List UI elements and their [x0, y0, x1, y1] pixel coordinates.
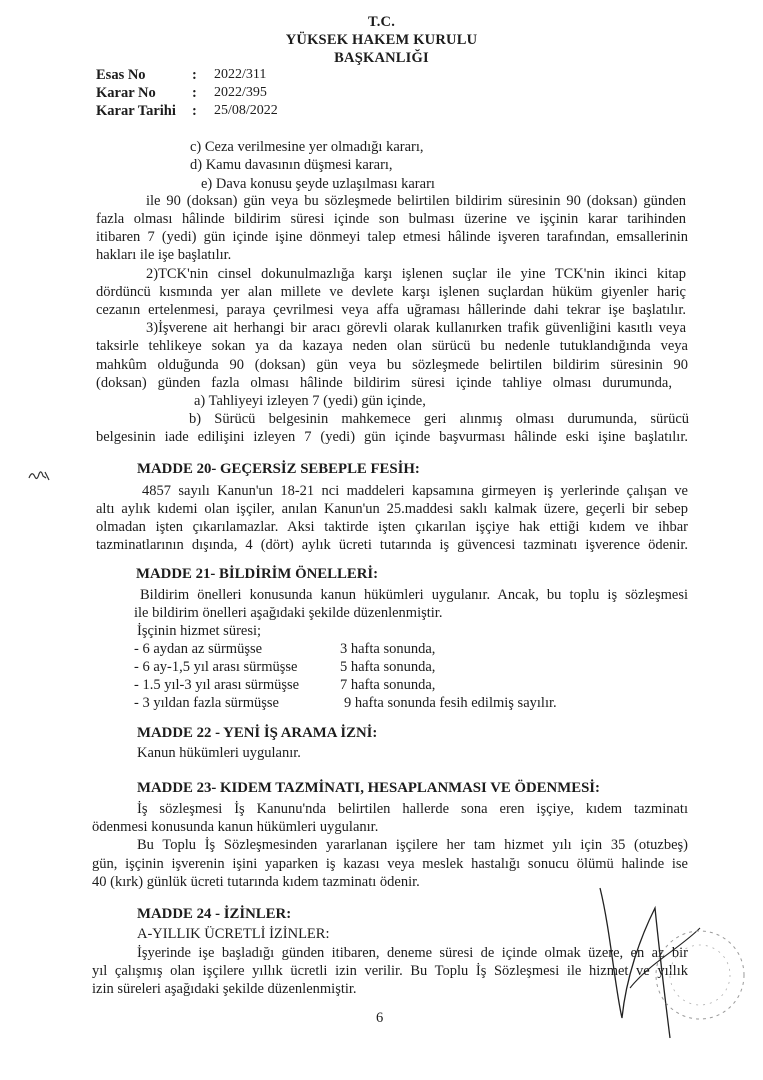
notice-period-condition: - 6 ay-1,5 yıl arası sürmüşse [134, 659, 298, 675]
madde-20-line: altı aylık kıdemi olan işçiler, anılan Kanun'un 25.maddesi saklı kalmak üzere, geçerli bir sebep [96, 501, 688, 517]
separator: : [192, 67, 197, 83]
faint-official-stamp [640, 920, 760, 1030]
page-number: 6 [376, 1010, 384, 1026]
body-line: a) Tahliyeyi izleyen 7 (yedi) gün içinde, [194, 393, 426, 409]
madde-23-heading: MADDE 23- KIDEM TAZMİNATI, HESAPLANMASI VE ÖDENMESİ: [137, 780, 600, 796]
body-line: ile 90 (doksan) gün veya bu sözleşmede belirtilen bildirim süresinin 90 (doksan) günden [146, 193, 686, 209]
esas-value: 2022/311 [214, 67, 267, 82]
body-line: taksirle tehlikeye sokan ya da kazaya neden olan sürücü bu nedenle tutuklandığında veya [96, 338, 688, 354]
madde-24-subheading: A-YILLIK ÜCRETLİ İZİNLER: [137, 926, 330, 942]
madde-23-line: gün, işçinin işverenin işini yaparken iş kazası veya meslek hastalığı sonucu ölümü halinde ise [92, 856, 688, 872]
notice-period-condition: - 6 aydan az sürmüşse [134, 641, 263, 657]
madde-22-line: Kanun hükümleri uygulanır. [137, 745, 301, 761]
body-line: 2)TCK'nin cinsel dokunulmazlığa karşı işlenen suçlar ile yine TCK'nin ikinci kitap [146, 266, 686, 282]
karar-value: 2022/395 [214, 85, 267, 100]
body-line: fazla olması hâlinde bildirim süresi içinde son bulması üzerine ve işçinin karar tarihinden [96, 211, 686, 227]
madde-21-line: İşçinin hizmet süresi; [137, 623, 262, 639]
tarih-row [96, 102, 278, 120]
body-line: mahkûm olduğunda 90 (doksan) gün veya bu sözleşmede belirtilen bildirim süresinin 90 [96, 357, 688, 373]
header-institution: YÜKSEK HAKEM KURULU [285, 32, 478, 48]
header-presidency: BAŞKANLIĞI [334, 50, 429, 66]
case-metadata [96, 66, 278, 120]
body-line: b) Sürücü belgesinin mahkemece geri alınmış olması durumunda, sürücü [189, 411, 689, 427]
karar-row [96, 84, 278, 102]
madde-24-line: yıl çalışmış olan işçilere yıllık ücretli izin verilir. Bu Toplu İş Sözleşmesi ile hizmet ve yıllık [92, 963, 688, 979]
body-line: cezanın ertelenmesi, paraya çevrilmesi veya affa uğraması hâllerinde dahi tekrar işe başlatılır. [96, 302, 686, 318]
madde-24-line: İşyerinde işe başladığı günden itibaren, deneme süresi de içinde olmak üzere, en az bir [137, 945, 688, 961]
body-line: belgesinin iade edilişini izleyen 7 (yedi) gün içinde başvurması hâlinde eski işine başlatılır. [96, 429, 688, 445]
notice-period-condition: - 3 yıldan fazla sürmüşse [134, 695, 279, 711]
separator: : [192, 85, 197, 101]
separator: : [192, 103, 197, 119]
madde-20-line: 4857 sayılı Kanun'un 18-21 nci maddeleri kapsamına girmeyen iş yerlerinde çalışan ve [142, 483, 688, 499]
body-line: c) Ceza verilmesine yer olmadığı kararı, [190, 139, 424, 155]
tarih-value: 25/08/2022 [214, 103, 278, 118]
body-line: dördüncü kısmında yer alan millete ve devlete karşı işlenen suçlardan hüküm giyenler hariç [96, 284, 686, 300]
madde-23-line: İş sözleşmesi İş Kanunu'nda belirtilen hallerde sona eren işçiye, kıdem tazminatı [137, 801, 688, 817]
notice-period-value: 5 hafta sonunda, [340, 659, 436, 675]
body-line: d) Kamu davasının düşmesi kararı, [190, 157, 393, 173]
madde-24-line: izin süreleri aşağıdaki şekilde düzenlenmiştir. [92, 981, 357, 997]
madde-23-line: Bu Toplu İş Sözleşmesinden yararlanan işçilere her tam hizmet yılı için 35 (otuzbeş) [137, 837, 688, 853]
madde-21-line: ile bildirim önelleri aşağıdaki şekilde düzenlenmiştir. [134, 605, 443, 621]
esas-row [96, 66, 278, 84]
notice-period-value: 3 hafta sonunda, [340, 641, 436, 657]
notice-period-value: 7 hafta sonunda, [340, 677, 436, 693]
madde-21-line: Bildirim önelleri konusunda kanun hükümleri uygulanır. Ancak, bu toplu iş sözleşmesi [140, 587, 688, 603]
madde-20-line: olmadan işten çıkarılamazlar. Aksi taktirde işten çıkarılan işçiye hak ettiği kıdem ve ihbar [96, 519, 688, 535]
body-line: hakları ile işe başlatılır. [96, 247, 232, 263]
madde-23-line: 40 (kırk) günlük ücreti tutarında kıdem tazminatı ödenir. [92, 874, 420, 890]
body-line: e) Dava konusu şeyde uzlaşılması kararı [201, 176, 435, 192]
tarih-label: Karar Tarihi [96, 103, 176, 119]
madde-23-line: ödenmesi konusunda kanun hükümleri uygulanır. [92, 819, 379, 835]
header-tc: T.C. [367, 14, 396, 30]
karar-label: Karar No [96, 85, 156, 101]
madde-24-heading: MADDE 24 - İZİNLER: [137, 906, 292, 922]
notice-period-value: 9 hafta sonunda fesih edilmiş sayılır. [344, 695, 557, 711]
body-line: (doksan) günden fazla olması hâlinde bildirim süresi içinde tahliye olması durumunda, [96, 375, 672, 391]
notice-period-condition: - 1.5 yıl-3 yıl arası sürmüşse [134, 677, 300, 693]
madde-22-heading: MADDE 22 - YENİ İŞ ARAMA İZNİ: [137, 725, 378, 741]
margin-annotation-mark [26, 466, 54, 484]
esas-label: Esas No [96, 67, 146, 83]
body-line: itibaren 7 (yedi) gün içinde işine dönmeyi talep etmesi hâlinde işveren tarafından, emsallerinin [96, 229, 688, 245]
madde-20-heading: MADDE 20- GEÇERSİZ SEBEPLE FESİH: [137, 461, 420, 477]
madde-21-heading: MADDE 21- BİLDİRİM ÖNELLERİ: [136, 566, 379, 582]
madde-20-line: tazminatlarının dışında, 4 (dört) aylık ücreti tutarında iş güvencesi tazminatı işverence ödenir. [96, 537, 688, 553]
body-line: 3)İşverene ait herhangi bir aracı görevli olarak kullanırken trafik güvenliğini kasıtlı veya [146, 320, 686, 336]
